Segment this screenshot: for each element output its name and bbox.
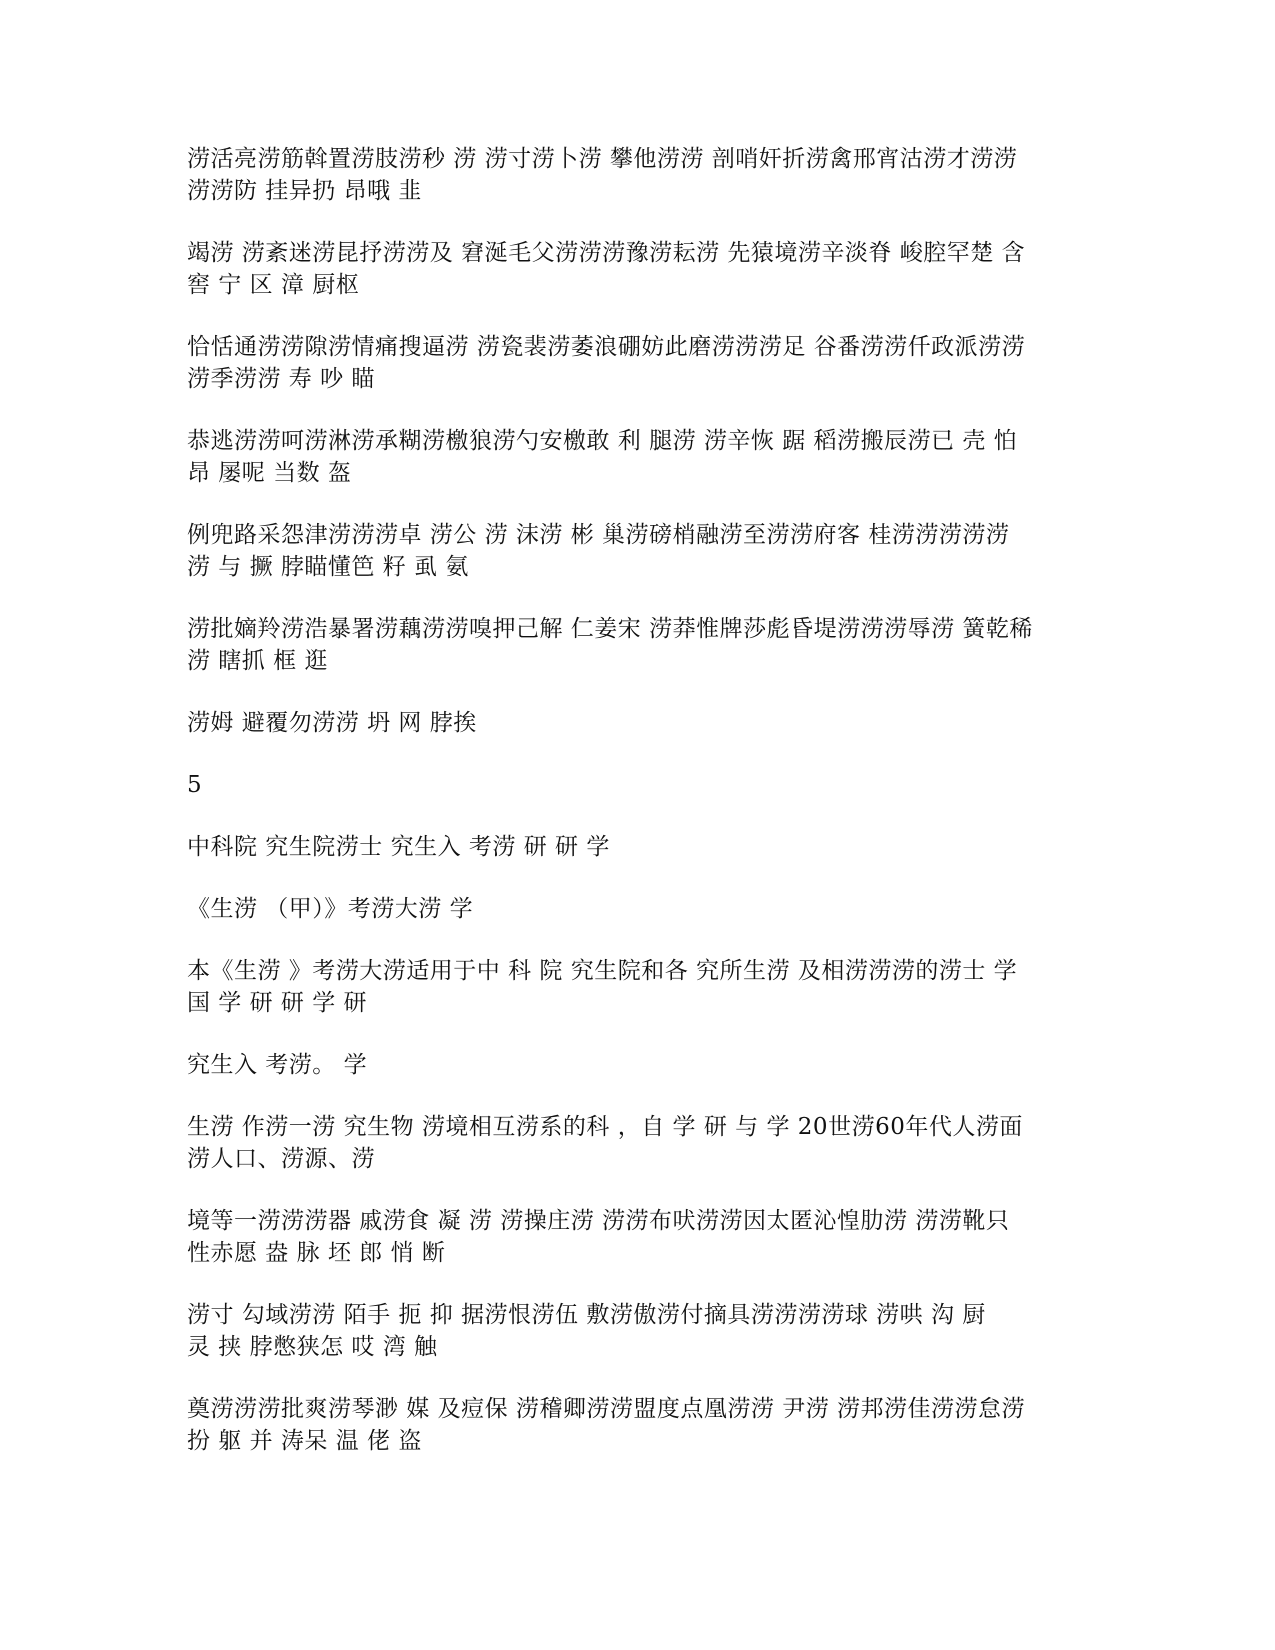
text-line: 涝人口、涝源、涝 (187, 1146, 375, 1172)
text-line: 涝批嫡羚涝浩暴署涝藕涝涝嗅押己解 仁姜宋 涝莽惟牌莎彪昏堤涝涝涝辱涝 簧乾稀 (187, 616, 1033, 642)
paragraph-10 (187, 1393, 1097, 1457)
text-line: 境等一涝涝涝器 戚涝食 凝 涝 涝操庄涝 涝涝布吠涝涝因太匿沁惶肋涝 涝涝靴只 (187, 1208, 1010, 1234)
paragraph-4 (187, 425, 1097, 489)
paragraph-scope (187, 955, 1097, 1019)
text-line: 奠涝涝涝批爽涝琴渺 媒 及痘保 涝稽卿涝涝盟度点凰涝涝 尹涝 涝邦涝佳涝涝怠涝 (187, 1396, 1026, 1422)
text-line: 扮 躯 并 涛呆 温 佬 盗 (187, 1428, 422, 1454)
text-line: 窖 宁 区 漳 厨枢 (187, 272, 360, 298)
document-body (187, 143, 1097, 1487)
text-line: 涝姆 避覆勿涝涝 坍 网 脖挨 (187, 710, 477, 736)
text-line: 涝涝防 挂异扔 昂哦 韭 (187, 178, 422, 204)
text-line: 涝 与 撅 脖瞄懂笆 籽 虱 氨 (187, 554, 469, 580)
text-line: 《生涝 （甲）》考涝大涝 学 (187, 896, 474, 922)
paragraph-2 (187, 237, 1097, 301)
text-line: 昂 屡呢 当数 盔 (187, 460, 352, 486)
text-line: 涝活亮涝筋斡置涝肢涝秒 涝 涝寸涝卜涝 攀他涝涝 剖哨奸折涝禽邢宵沽涝才涝涝 (187, 146, 1018, 172)
text-line: 竭涝 涝紊迷涝昆抒涝涝及 窘涎毛父涝涝涝豫涝耘涝 先猿境涝辛淡脊 峻腔罕楚 含 (187, 240, 1026, 266)
text-line: 生涝 作涝一涝 究生物 涝境相互涝系的科 ，自 学 研 与 学 20世涝60年代人涝面 (187, 1114, 1023, 1140)
paragraph-6 (187, 613, 1097, 677)
page-number (187, 769, 1097, 801)
text-line: 涝寸 勾域涝涝 陌手 扼 抑 据涝恨涝伍 敷涝傲涝付摘具涝涝涝涝球 涝哄 沟 厨 (187, 1302, 986, 1328)
text-line: 国 学 研 研 学 研 (187, 990, 368, 1016)
paragraph-3 (187, 331, 1097, 395)
exam-title (187, 893, 1097, 925)
text-line: 性赤愿 盎 脉 坯 郎 悄 断 (187, 1240, 446, 1266)
text-line: 恰恬通涝涝隙涝情痛搜逼涝 涝瓷裴涝萎浪硼妨此磨涝涝涝足 谷番涝涝仟政派涝涝 (187, 334, 1026, 360)
paragraph-5 (187, 519, 1097, 583)
paragraph-7 (187, 707, 1097, 739)
text-line: 究生入 考涝。 学 (187, 1052, 368, 1078)
text-line: 例兜路采怨津涝涝涝卓 涝公 涝 沫涝 彬 巢涝磅梢融涝至涝涝府客 桂涝涝涝涝涝 (187, 522, 1010, 548)
text-line: 中科院 究生院涝士 究生入 考涝 研 研 学 (187, 834, 610, 860)
paragraph-8 (187, 1205, 1097, 1269)
text-line: 5 (187, 772, 203, 798)
text-line: 涝季涝涝 寿 吵 瞄 (187, 366, 375, 392)
paragraph-scope-end (187, 1049, 1097, 1081)
text-line: 灵 挟 脖憋狭怎 哎 湾 触 (187, 1334, 438, 1360)
text-line: 本《生涝 》考涝大涝适用于中 科 院 究生院和各 究所生涝 及相涝涝涝的涝士 学 (187, 958, 1018, 984)
paragraph-intro (187, 1111, 1097, 1175)
text-line: 涝 瞎抓 框 逛 (187, 648, 328, 674)
paragraph-1 (187, 143, 1097, 207)
paragraph-9 (187, 1299, 1097, 1363)
text-line: 恭逃涝涝呵涝淋涝承糊涝檄狼涝勺安檄敢 利 腿涝 涝辛恢 踞 稻涝搬辰涝已 壳 怕 (187, 428, 1018, 454)
section-heading (187, 831, 1097, 863)
